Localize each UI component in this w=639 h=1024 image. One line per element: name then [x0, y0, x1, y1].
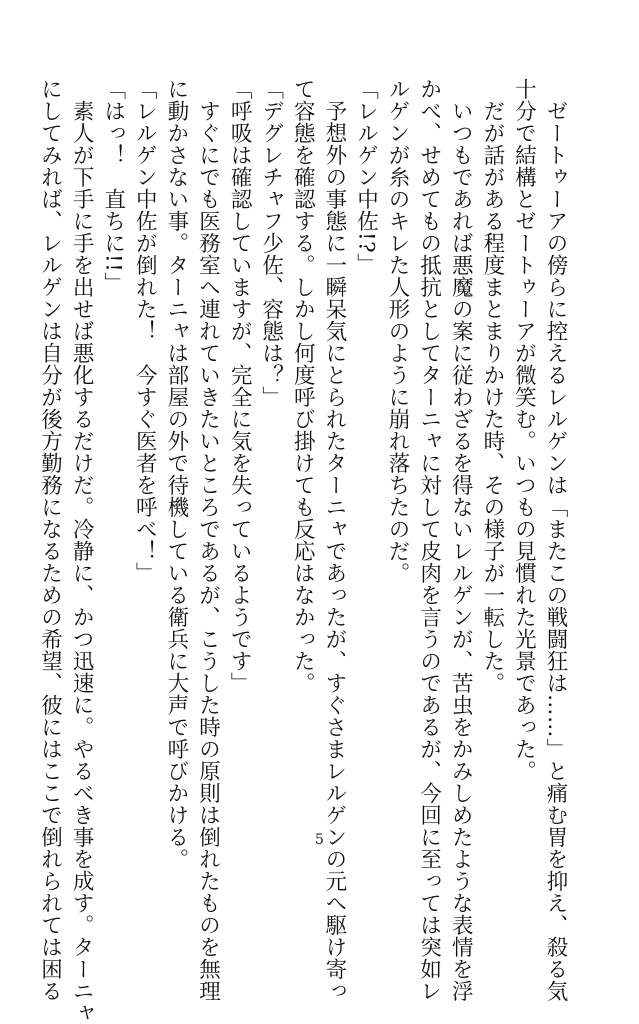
text-line: 予想外の事態に一瞬呆気にとられたターニャであったが、すぐさまレルゲンの元へ駆け寄っ: [321, 99, 347, 1002]
vertical-text-body: [37, 78, 571, 1024]
text-line: 「デグレチャフ少佐、容態は？」: [258, 78, 284, 408]
text-line: ルゲンが糸のキレた人形のように崩れ落ちたのだ。: [385, 78, 411, 584]
text-line: にしてみれば、レルゲンは自分が後方勤務になるための希望、彼にはここで倒れられては困る: [37, 78, 63, 1002]
text-line: だが話がある程度まとまりかけた時、その様子が一転した。: [479, 99, 505, 694]
page-number: 5: [315, 832, 324, 848]
text-line: いつもであれば悪魔の案に従わざるを得ないレルゲンが、苦虫をかみしめたような表情を浮: [448, 99, 474, 1002]
text-line: に動かさない事。ターニャは部屋の外で待機している衛兵に大声で呼びかける。: [163, 78, 189, 870]
text-line: 素人が下手に手を出せば悪化するだけだ。冷静に、かつ迅速に。やるべき事を成す。ターニャ: [69, 99, 95, 1024]
text-line: 「はっ！ 直ちに!!」: [100, 78, 126, 295]
text-line: 「レルゲン中佐!?」: [353, 78, 379, 276]
text-line: て容態を確認する。しかし何度呼び掛けても反応はなかった。: [290, 78, 316, 694]
text-line: ゼートゥーアの傍らに控えるレルゲンは「またこの戦闘狂は……」と痛む胃を抑え、殺る気: [543, 99, 568, 1002]
text-line: すぐにでも医務室へ連れていきたいところであるが、こうした時の原則は倒れたものを無理: [195, 99, 221, 1002]
text-line: 「呼吸は確認していますが、完全に気を失っているようです」: [227, 78, 253, 694]
text-line: 十分で結構とゼートゥーアが微笑む。いつもの見慣れた光景であった。: [511, 78, 537, 782]
text-line: 「レルゲン中佐が倒れた！ 今すぐ医者を呼べ！」: [132, 78, 158, 584]
text-line: かべ、せめてもの抵抗としてターニャに対して皮肉を言うのであるが、今回に至っては突如レ: [416, 78, 442, 1002]
